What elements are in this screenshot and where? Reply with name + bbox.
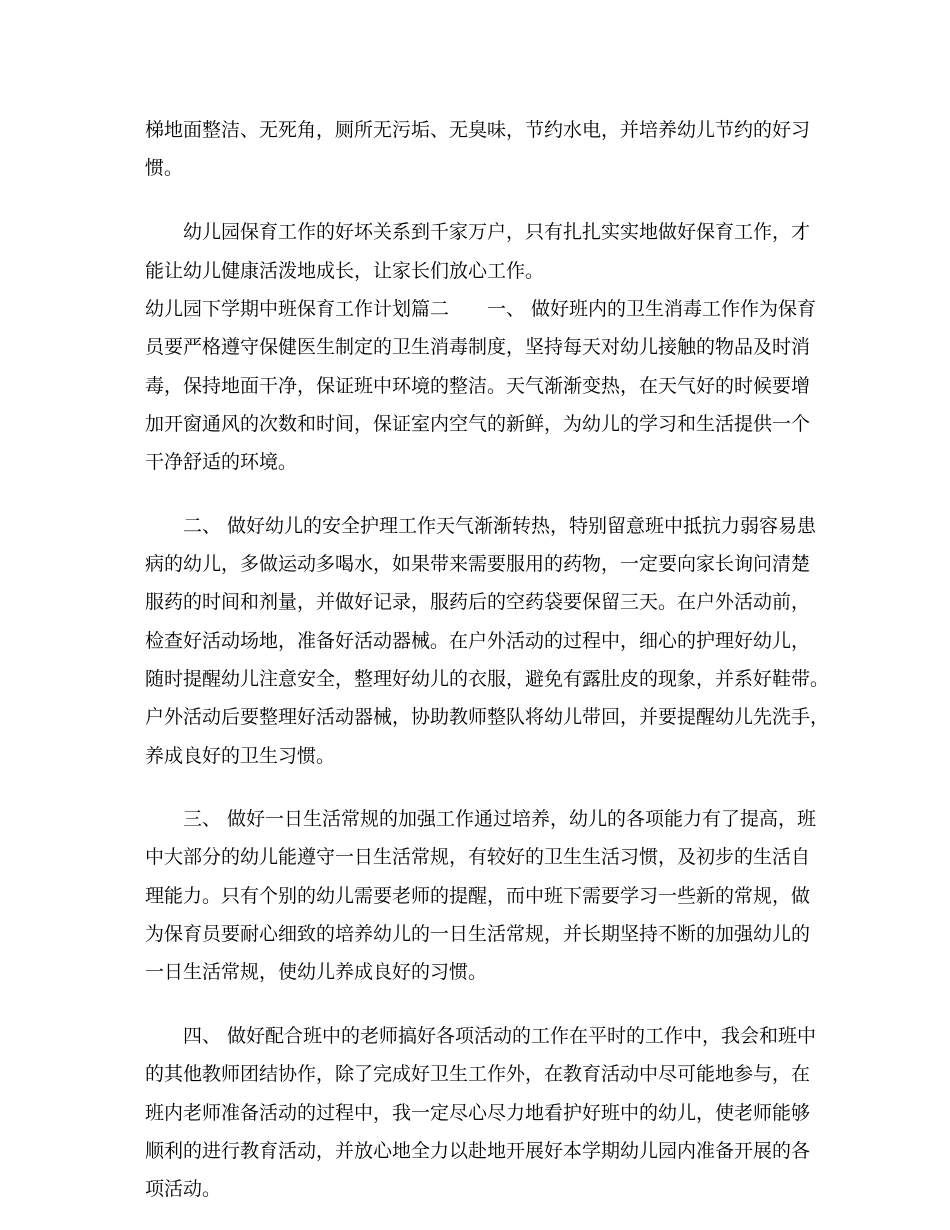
text-line: 三、 做好一日生活常规的加强工作通过培养，幼儿的各项能力有了提高，班 [183, 808, 817, 830]
text-line: 养成良好的卫生习惯。 [145, 745, 336, 767]
text-line: 能让幼儿健康活泼地成长，让家长们放心工作。 [145, 260, 545, 282]
text-line: 的其他教师团结协作，除了完成好卫生工作外，在教育活动中尽可能地参与，在 [145, 1063, 811, 1085]
text-line: 顺利的进行教育活动，并放心地全力以赴地开展好本学期幼儿园内准备开展的各 [145, 1140, 811, 1162]
text-line: 员要严格遵守保健医生制定的卫生消毒制度，坚持每天对幼儿接触的物品及时消 [145, 336, 811, 358]
text-line: 理能力。只有个别的幼儿需要老师的提醒，而中班下需要学习一些新的常规，做 [145, 885, 811, 907]
text-line: 服药的时间和剂量，并做好记录，服药后的空药袋要保留三天。在户外活动前， [145, 591, 811, 613]
text-line: 随时提醒幼儿注意安全，整理好幼儿的衣服，避免有露肚皮的现象，并系好鞋带。 [145, 668, 830, 690]
text-line: 梯地面整洁、无死角，厕所无污垢、无臭味，节约水电，并培养幼儿节约的好习 [145, 119, 811, 141]
text-line: 检查好活动场地，准备好活动器械。在户外活动的过程中，细心的护理好幼儿， [145, 630, 811, 652]
text-line: 班内老师准备活动的过程中，我一定尽心尽力地看护好班中的幼儿，使老师能够 [145, 1102, 811, 1124]
text-line: 为保育员要耐心细致的培养幼儿的一日生活常规，并长期坚持不断的加强幼儿的 [145, 923, 811, 945]
text-line: 毒，保持地面干净，保证班中环境的整洁。天气渐渐变热，在天气好的时候要增 [145, 375, 811, 397]
text-line: 幼儿园保育工作的好坏关系到千家万户，只有扎扎实实地做好保育工作，才 [183, 221, 811, 243]
text-line: 二、 做好幼儿的安全护理工作天气渐渐转热，特别留意班中抵抗力弱容易患 [183, 515, 817, 537]
text-line: 项活动。 [145, 1178, 222, 1200]
text-line: 干净舒适的环境。 [145, 451, 298, 473]
section-title-line: 幼儿园下学期中班保育工作计划篇二 一、 做好班内的卫生消毒工作作为保育 [145, 298, 817, 320]
text-line: 惯。 [145, 157, 184, 179]
text-line: 户外活动后要整理好活动器械，协助教师整队将幼儿带回，并要提醒幼儿先洗手， [145, 706, 830, 728]
text-line: 加开窗通风的次数和时间，保证室内空气的新鲜，为幼儿的学习和生活提供一个 [145, 413, 811, 435]
text-line: 四、 做好配合班中的老师搞好各项活动的工作在平时的工作中，我会和班中 [183, 1025, 817, 1047]
text-line: 一日生活常规，使幼儿养成良好的习惯。 [145, 961, 488, 983]
text-line: 中大部分的幼儿能遵守一日生活常规，有较好的卫生生活习惯，及初步的生活自 [145, 846, 811, 868]
text-line: 病的幼儿，多做运动多喝水，如果带来需要服用的药物，一定要向家长询问清楚 [145, 553, 811, 575]
